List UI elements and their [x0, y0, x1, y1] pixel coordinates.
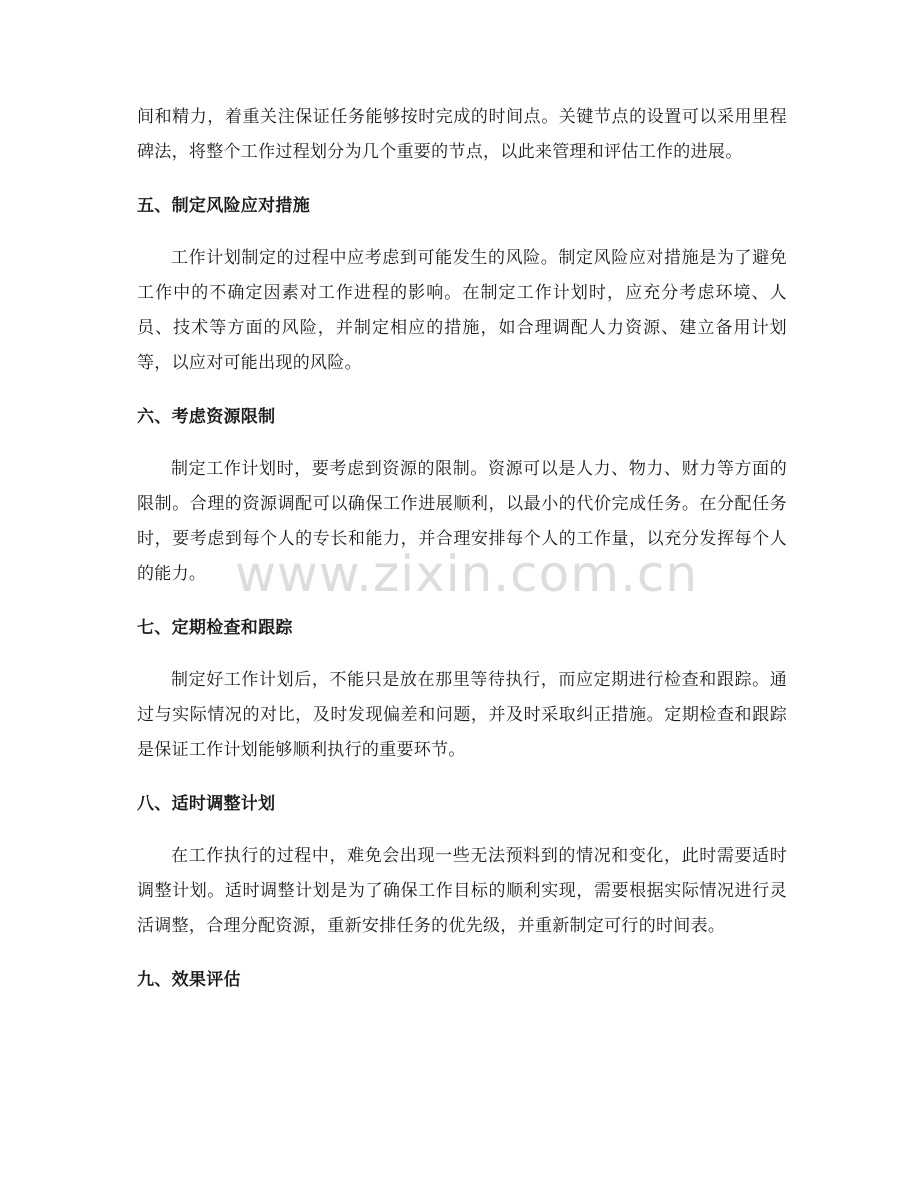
section-body-6: 制定工作计划时，要考虑到资源的限制。资源可以是人力、物力、财力等方面的限制。合理的资源调配可以确保工作进展顺利，以最小的代价完成任务。在分配任务时，要考虑到每个人的专长和能力，并合理安排每个人的工作量，以充分发挥每个人的能力。 — [137, 459, 787, 584]
section-body-7: 制定好工作计划后，不能只是放在那里等待执行，而应定期进行检查和跟踪。通过与实际情况的对比，及时发现偏差和问题，并及时采取纠正措施。定期检查和跟踪是保证工作计划能够顺利执行的重要环节。 — [137, 670, 787, 760]
section-heading-8: 八、适时调整计划 — [137, 794, 276, 814]
document-content — [137, 100, 787, 997]
intro-paragraph: 间和精力，着重关注保证任务能够按时完成的时间点。关键节点的设置可以采用里程碑法，将整个工作过程划分为几个重要的节点，以此来管理和评估工作的进展。 — [137, 107, 787, 162]
section-body-8: 在工作执行的过程中，难免会出现一些无法预料到的情况和变化，此时需要适时调整计划。适时调整计划是为了确保工作目标的顺利实现，需要根据实际情况进行灵活调整，合理分配资源，重新安排任务的优先级，并重新制定可行的时间表。 — [137, 846, 787, 936]
section-heading-5: 五、制定风险应对措施 — [137, 196, 310, 216]
section-heading-7: 七、定期检查和跟踪 — [137, 618, 293, 638]
watermark-text: www.zixin.com.cn — [235, 545, 699, 603]
section-heading-9: 九、效果评估 — [137, 970, 241, 990]
section-heading-6: 六、考虑资源限制 — [137, 407, 276, 427]
section-body-5: 工作计划制定的过程中应考虑到可能发生的风险。制定风险应对措施是为了避免工作中的不确定因素对工作进程的影响。在制定工作计划时，应充分考虑环境、人员、技术等方面的风险，并制定相应的措施，如合理调配人力资源、建立备用计划等，以应对可能出现的风险。 — [137, 248, 787, 373]
